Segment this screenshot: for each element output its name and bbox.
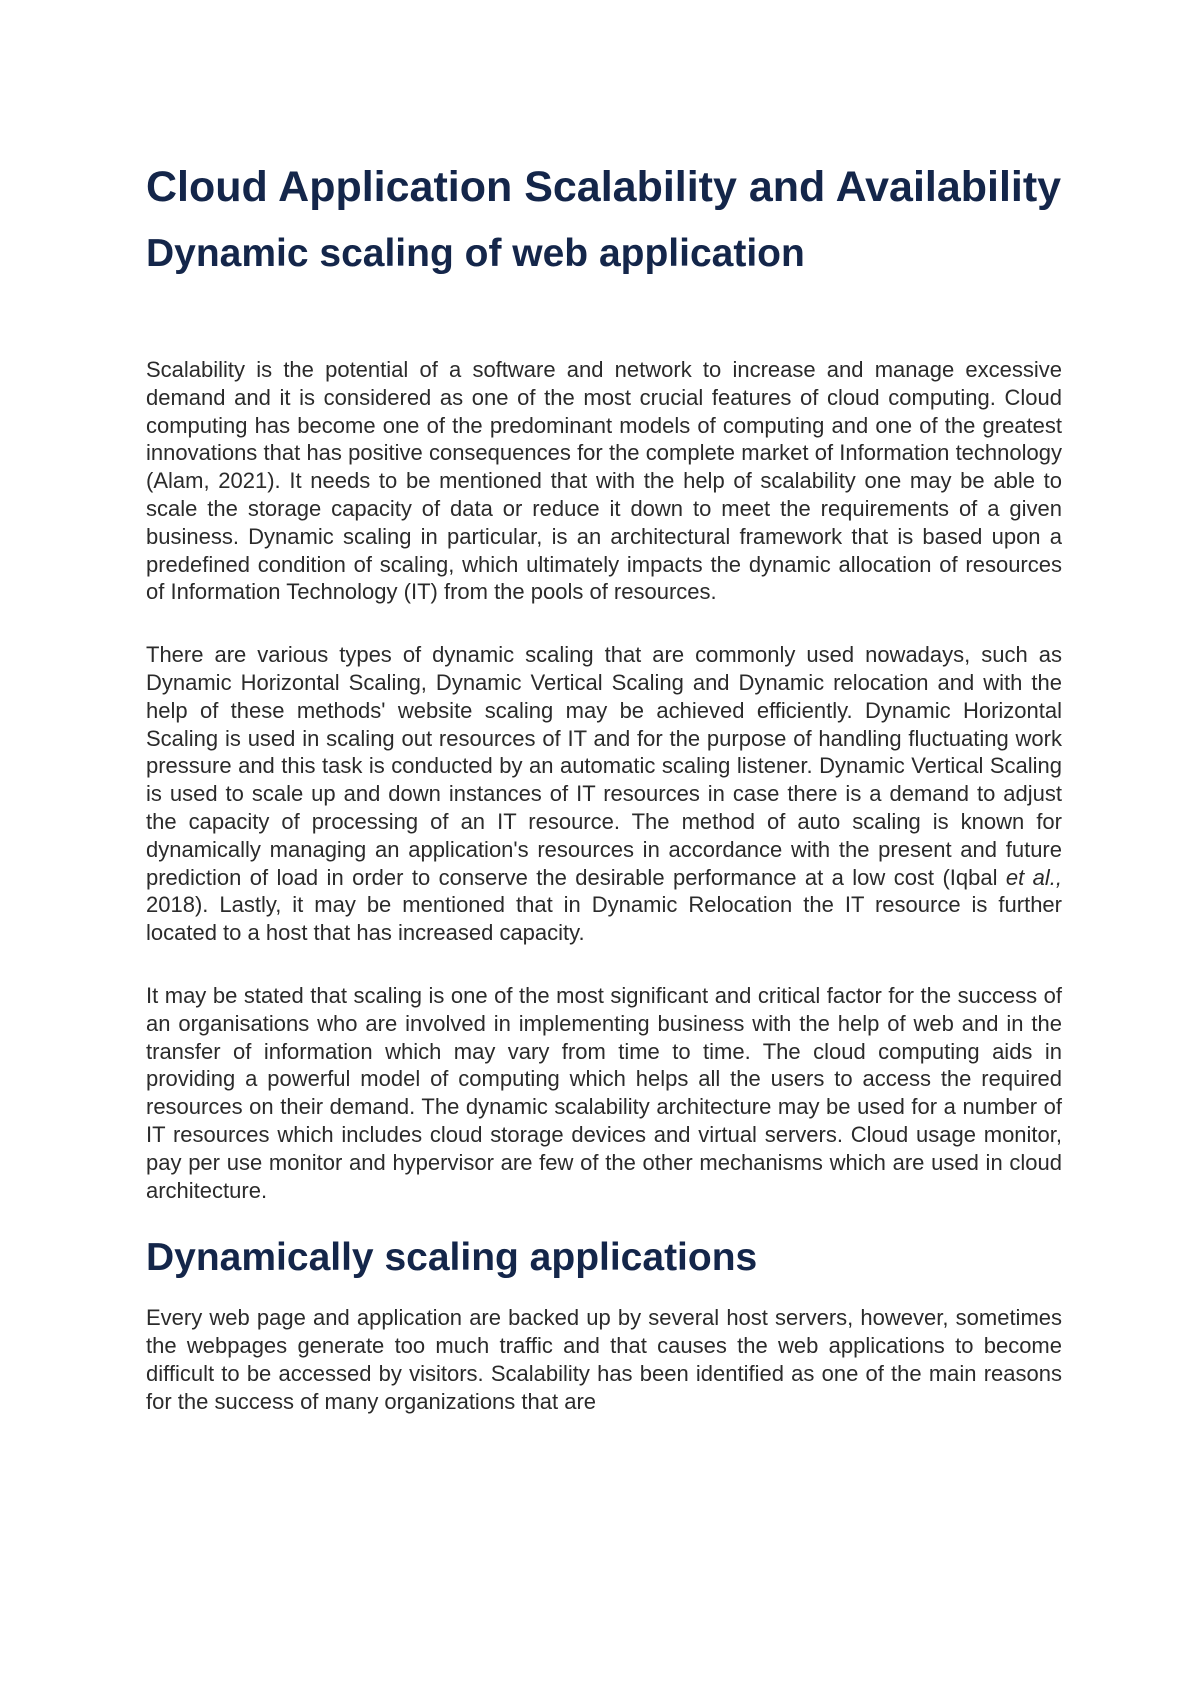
section-heading-dynamic-scaling: Dynamic scaling of web application	[146, 232, 805, 275]
paragraph-2-text-end: 2018). Lastly, it may be mentioned that in Dynamic Relocation the IT resource is further located to a host that has increased capacity.	[146, 892, 1062, 946]
body-paragraph-1: Scalability is the potential of a software and network to increase and manage excessive demand and it is considered as one of the most crucial features of cloud computing. Cloud computing has become one of the predominant models of computing and one of the greatest innovations that has positive consequences for the complete market of Information technology (Alam, 2021). It needs to be mentioned that with the help of scalability one may be able to scale the storage capacity of data or reduce it down to meet the requirements of a given business. Dynamic scaling in particular, is an architectural framework that is based upon a predefined condition of scaling, which ultimately impacts the dynamic allocation of resources of Information Technology (IT) from the pools of resources.	[146, 357, 1062, 605]
document-title: Cloud Application Scalability and Availability	[146, 163, 1062, 211]
body-paragraph-4: Every web page and application are backed up by several host servers, however, sometimes the webpages generate too much traffic and that causes the web applications to become difficult to be accessed by visitors. Scalability has been identified as one of the main reasons for the success of many organizations that are	[146, 1305, 1062, 1414]
paragraph-2-text-start: There are various types of dynamic scaling that are commonly used nowadays, such as Dynamic Horizontal Scaling, Dynamic Vertical Scaling and Dynamic relocation and with the help of these methods' website scaling may be achieved efficiently. Dynamic Horizontal Scaling is used in scaling out resources of IT and for the purpose of handling fluctuating work pressure and this task is conducted by an automatic scaling listener. Dynamic Vertical Scaling is used to scale up and down instances of IT resources in case there is a demand to adjust the capacity of processing of an IT resource. The method of auto scaling is known for dynamically managing an application's resources in accordance with the present and future prediction of load in order to conserve the desirable performance at a low cost (Iqbal	[146, 642, 1062, 890]
document-page	[146, 160, 1062, 1416]
section-heading-dynamically-scaling: Dynamically scaling applications	[146, 1236, 758, 1280]
body-paragraph-3: It may be stated that scaling is one of the most significant and critical factor for the success of an organisations who are involved in implementing business with the help of web and in the transfer of information which may vary from time to time. The cloud computing aids in providing a powerful model of computing which helps all the users to access the required resources on their demand. The dynamic scalability architecture may be used for a number of IT resources which includes cloud storage devices and virtual servers. Cloud usage monitor, pay per use monitor and hypervisor are few of the other mechanisms which are used in cloud architecture.	[146, 982, 1062, 1203]
body-paragraph-2	[146, 641, 1062, 947]
citation-et-al: et al.,	[1005, 864, 1062, 890]
